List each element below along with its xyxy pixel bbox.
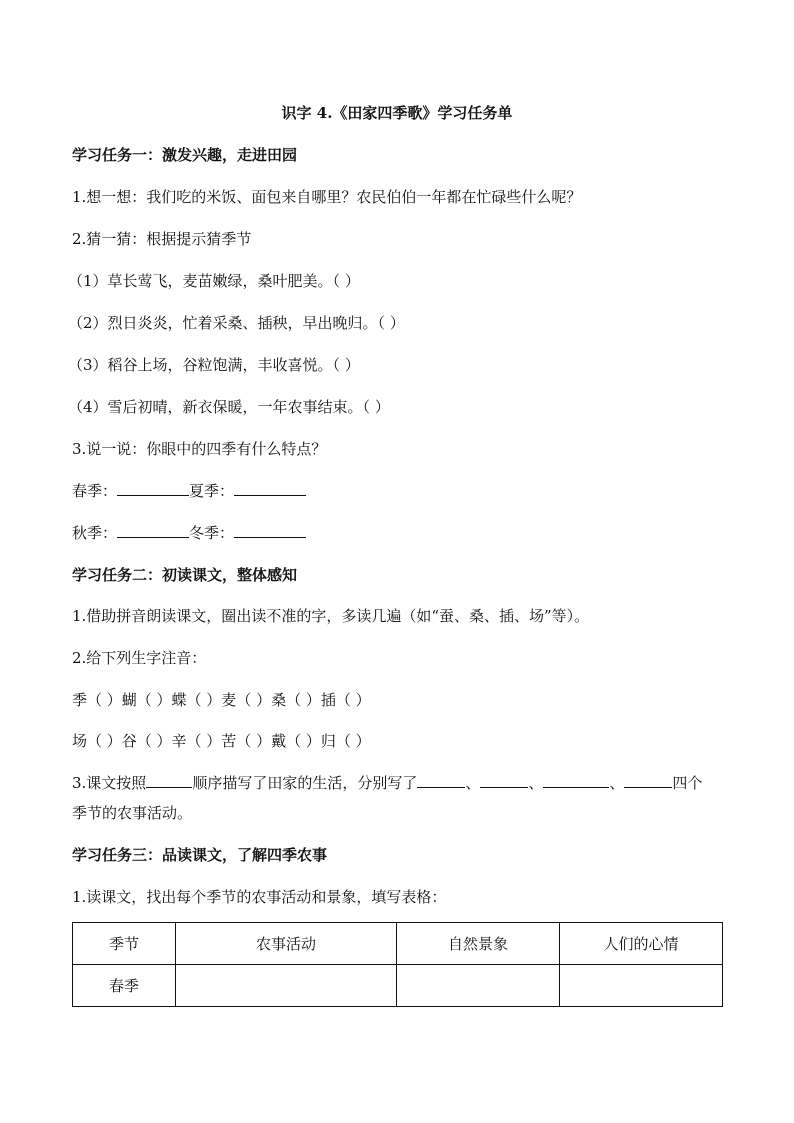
task2-heading: 学习任务二：初读课文，整体感知 (72, 566, 298, 584)
task1-heading: 学习任务一：激发兴趣，走进田园 (72, 146, 298, 164)
autumn-label: 秋季： (72, 524, 118, 542)
clue-3: （3）稻谷上场，谷粒饱满，丰收喜悦。（ ） (68, 356, 360, 374)
cell-mood[interactable] (560, 965, 723, 1007)
task1-question-1: 1.想一想：我们吃的米饭、面包来自哪里？农民伯伯一年都在忙碌些什么呢？ (72, 188, 582, 206)
task2-question-1: 1.借助拼音朗读课文，圈出读不准的字，多读几遍（如“蚕、桑、插、场”等）。 (72, 607, 590, 625)
pinyin-row-1: 季（ ）蝴（ ）蝶（ ）麦（ ）桑（ ）插（ ） (72, 691, 371, 709)
table-row (73, 965, 723, 1007)
q3-part-c: 四个 (672, 774, 703, 792)
header-farm-activity: 农事活动 (176, 923, 397, 965)
table-header-row (73, 923, 723, 965)
separator-2: 、 (528, 774, 544, 792)
season-blank-4[interactable] (624, 773, 672, 788)
spring-label: 春季： (72, 482, 118, 500)
winter-blank[interactable] (234, 523, 306, 538)
autumn-winter-row (72, 523, 306, 543)
spring-blank[interactable] (117, 481, 189, 496)
task2-question-2: 2.给下列生字注音： (72, 649, 207, 667)
header-natural-scene: 自然景象 (397, 923, 560, 965)
q3-part-a: 3.课文按照 (72, 774, 147, 792)
q3-part-b: 顺序描写了田家的生活，分别写了 (192, 774, 418, 792)
clue-1: （1）草长莺飞，麦苗嫩绿，桑叶肥美。（ ） (68, 272, 360, 290)
season-blank-3[interactable] (543, 773, 609, 788)
task1-question-2: 2.猜一猜：根据提示猜季节 (72, 230, 252, 248)
cell-natural-scene[interactable] (397, 965, 560, 1007)
season-blank-2[interactable] (480, 773, 528, 788)
clue-4: （4）雪后初晴，新衣保暖，一年农事结束。（ ） (68, 398, 390, 416)
header-mood: 人们的心情 (560, 923, 723, 965)
task2-question-3-line2: 季节的农事活动。 (72, 804, 193, 822)
cell-farm-activity[interactable] (176, 965, 397, 1007)
separator-3: 、 (609, 774, 625, 792)
spring-summer-row (72, 481, 306, 501)
pinyin-row-2: 场（ ）谷（ ）辛（ ）苦（ ）戴（ ）归（ ） (72, 732, 371, 750)
separator-1: 、 (465, 774, 481, 792)
task3-question-1: 1.读课文，找出每个季节的农事活动和景象，填写表格： (72, 888, 447, 906)
clue-2: （2）烈日炎炎，忙着采桑、插秧，早出晚归。（ ） (68, 314, 405, 332)
task1-question-3: 3.说一说：你眼中的四季有什么特点？ (72, 440, 327, 458)
cell-season: 春季 (73, 965, 176, 1007)
page-title: 识字 4.《田家四季歌》学习任务单 (281, 104, 513, 122)
task3-heading: 学习任务三：品读课文，了解四季农事 (72, 846, 328, 864)
task2-question-3 (72, 773, 702, 793)
autumn-blank[interactable] (117, 523, 189, 538)
summer-label: 夏季： (189, 482, 235, 500)
winter-label: 冬季： (189, 524, 235, 542)
header-season: 季节 (73, 923, 176, 965)
summer-blank[interactable] (234, 481, 306, 496)
season-blank-1[interactable] (417, 773, 465, 788)
order-blank[interactable] (146, 773, 192, 788)
season-table (72, 922, 723, 1007)
